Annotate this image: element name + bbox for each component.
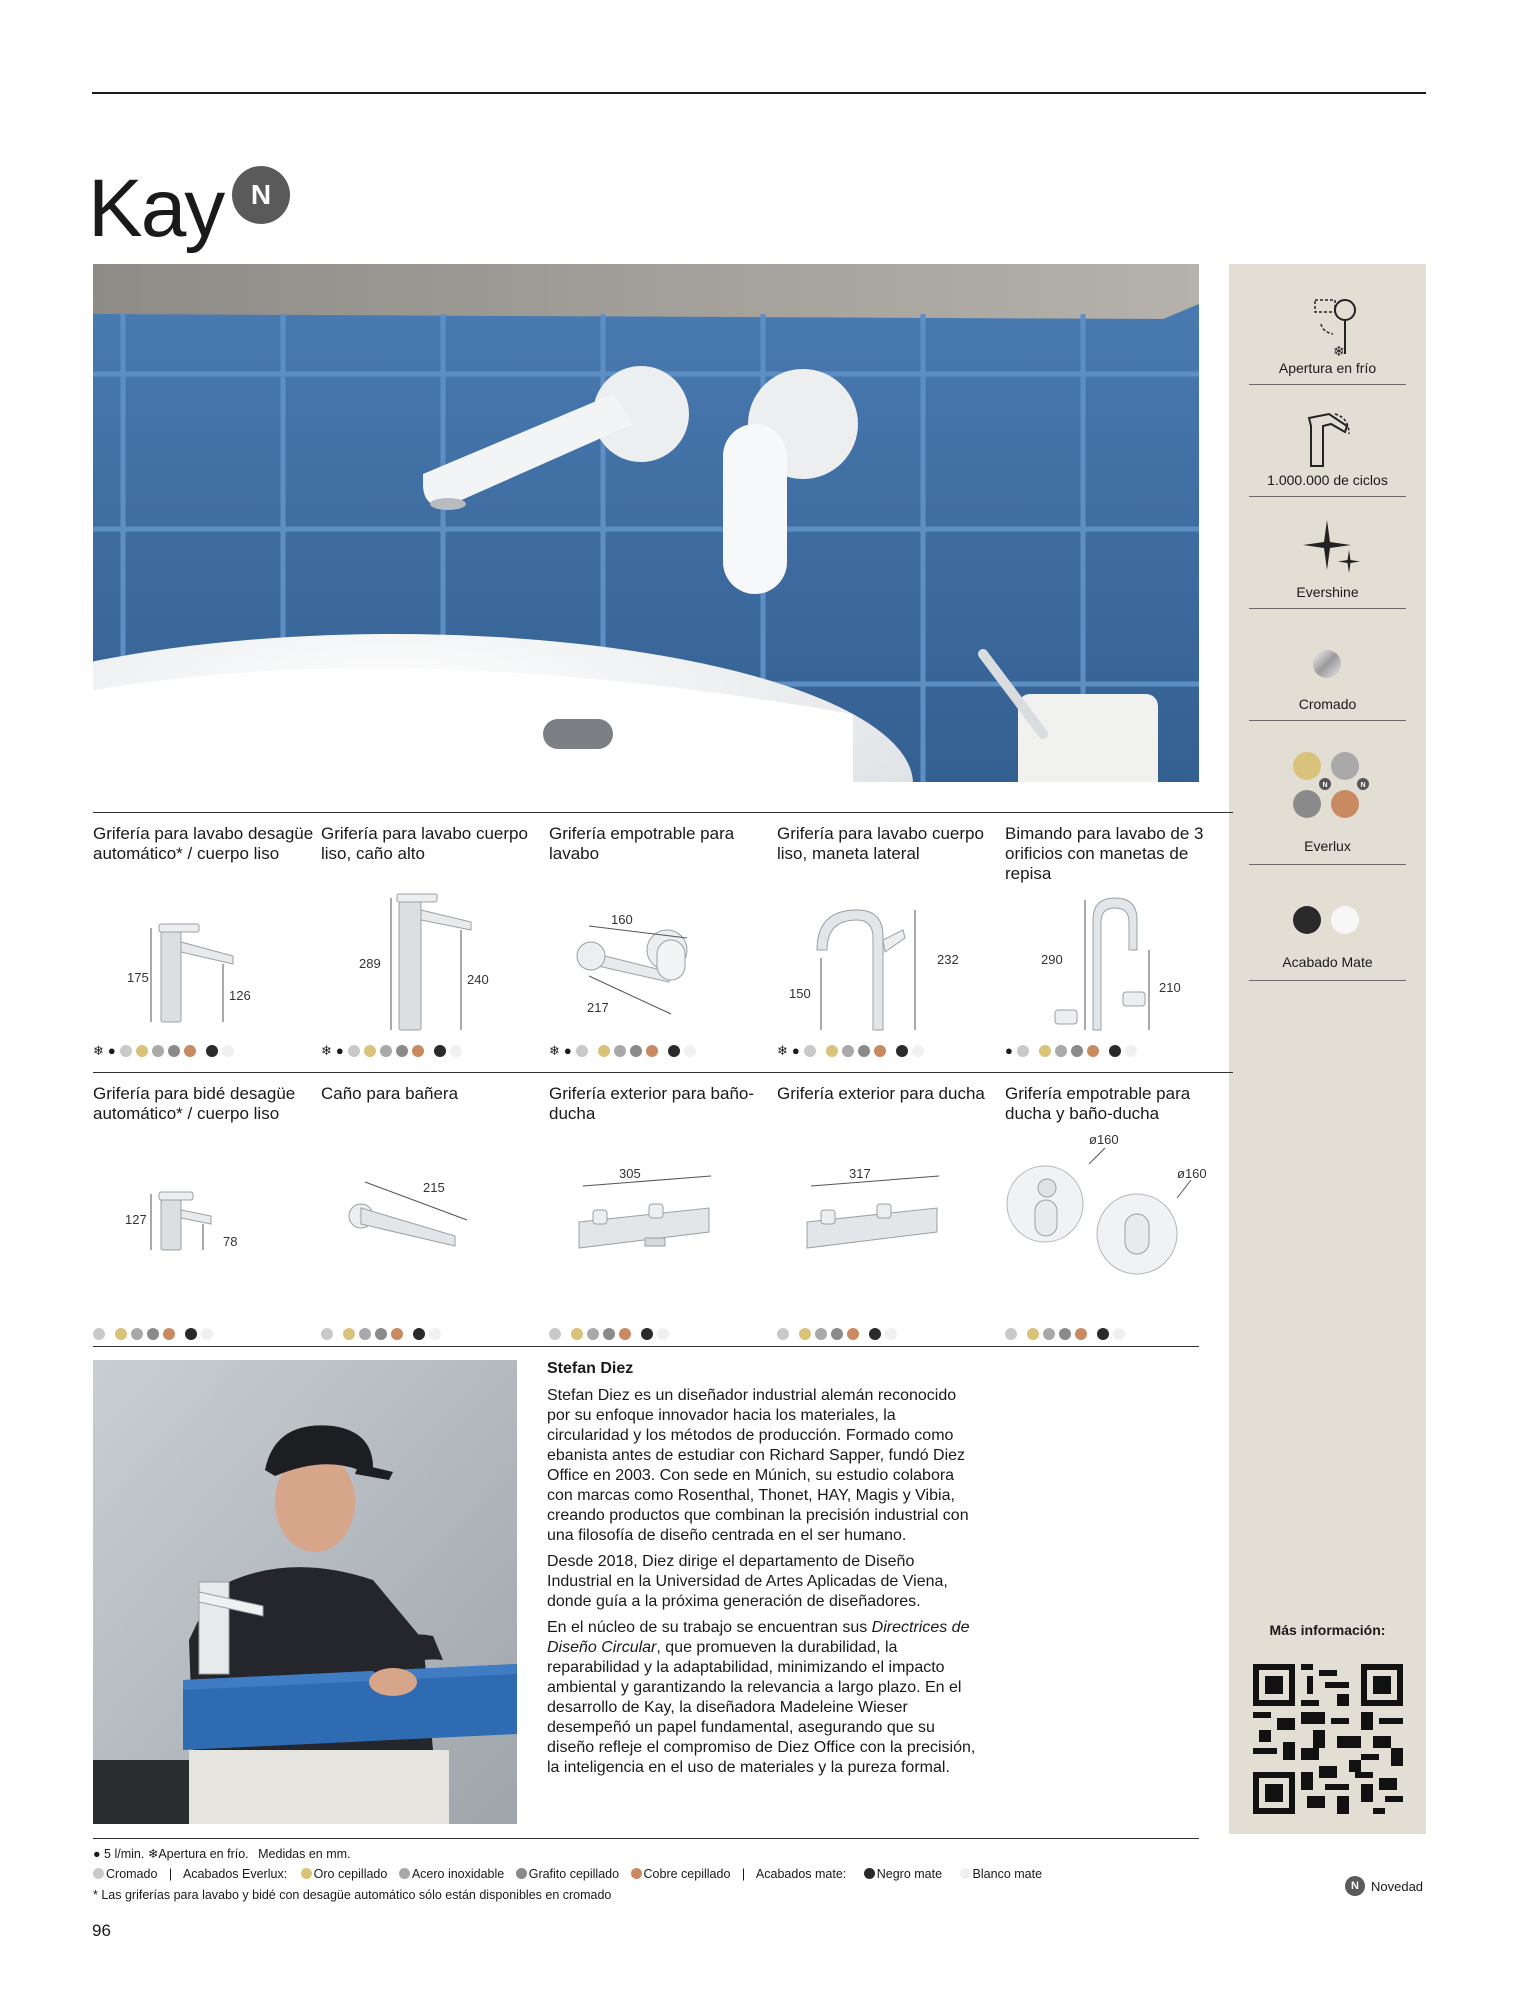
separator: | bbox=[168, 1867, 173, 1881]
black-swatch bbox=[641, 1328, 653, 1340]
copper-swatch bbox=[874, 1045, 886, 1057]
graphite-swatch bbox=[147, 1328, 159, 1340]
black-swatch bbox=[896, 1045, 908, 1057]
graphite-swatch bbox=[831, 1328, 843, 1340]
dimension-label: 290 bbox=[1041, 952, 1063, 967]
chrome-swatch bbox=[321, 1328, 333, 1340]
cold-start-icon: ❄ bbox=[147, 1847, 159, 1861]
dimension-label: 215 bbox=[423, 1180, 445, 1195]
steel-swatch bbox=[587, 1328, 599, 1340]
cycles-icon bbox=[1249, 408, 1406, 470]
chrome-swatch bbox=[1005, 1328, 1017, 1340]
product-name: Grifería empotrable para lavabo bbox=[549, 824, 735, 863]
features-sidebar bbox=[1229, 264, 1426, 1834]
dimension-label: 210 bbox=[1159, 980, 1181, 995]
water-drop-icon: ● bbox=[791, 1043, 800, 1058]
copper-swatch bbox=[184, 1045, 196, 1057]
finish-label: Cromado bbox=[106, 1867, 158, 1881]
finish-label: Cobre cepillado bbox=[643, 1867, 731, 1881]
finish-label: Negro mate bbox=[876, 1867, 943, 1881]
dimension-label: 217 bbox=[587, 1000, 609, 1015]
gold-swatch bbox=[799, 1328, 811, 1340]
chrome-swatch bbox=[348, 1045, 360, 1057]
product-name: Bimando para lavabo de 3 orificios con manetas de repisa bbox=[1005, 824, 1204, 883]
feature-cold-start bbox=[1249, 296, 1406, 382]
copper-swatch bbox=[391, 1328, 403, 1340]
finish-label: Oro cepillado bbox=[313, 1867, 388, 1881]
qr-code[interactable] bbox=[1253, 1664, 1403, 1814]
finish-swatches bbox=[1005, 1044, 1137, 1058]
finish-swatches bbox=[321, 1044, 462, 1058]
feature-matte bbox=[1249, 890, 1406, 984]
graphite-swatch bbox=[1059, 1328, 1071, 1340]
footer-legend-line-2 bbox=[93, 1867, 1042, 1881]
graphite-swatch bbox=[603, 1328, 615, 1340]
product-name: Grifería exterior para ducha bbox=[777, 1084, 985, 1103]
dimension-label: 305 bbox=[619, 1166, 641, 1181]
black-swatch bbox=[413, 1328, 425, 1340]
gold-swatch bbox=[301, 1868, 312, 1879]
new-badge-icon: N bbox=[1345, 1876, 1365, 1896]
new-badge: N bbox=[232, 166, 290, 224]
copper-swatch bbox=[1075, 1328, 1087, 1340]
dimension-label: 126 bbox=[229, 988, 251, 1003]
dimension-label: 78 bbox=[223, 1234, 238, 1249]
gold-swatch bbox=[571, 1328, 583, 1340]
dimension-label: 127 bbox=[125, 1212, 147, 1227]
cold-start-icon: ❄ bbox=[777, 1043, 788, 1058]
steel-swatch bbox=[614, 1045, 626, 1057]
white-swatch bbox=[1125, 1045, 1137, 1057]
designer-portrait-illustration bbox=[93, 1360, 517, 1824]
flow-rate: 5 l/min. bbox=[104, 1847, 145, 1861]
finish-swatches bbox=[321, 1327, 441, 1341]
designer-portrait bbox=[93, 1360, 517, 1824]
steel-swatch bbox=[359, 1328, 371, 1340]
white-swatch bbox=[960, 1868, 971, 1879]
black-swatch bbox=[1097, 1328, 1109, 1340]
hero-image bbox=[93, 264, 1199, 782]
cold-start-icon: ❄ bbox=[549, 1043, 560, 1058]
feature-label: Apertura en frío bbox=[1278, 360, 1377, 376]
white-swatch bbox=[684, 1045, 696, 1057]
black-swatch bbox=[206, 1045, 218, 1057]
steel-swatch bbox=[380, 1045, 392, 1057]
product-name: Grifería para lavabo cuerpo liso, caño alto bbox=[321, 824, 528, 863]
more-info-label: Más información: bbox=[1269, 1622, 1386, 1638]
chrome-swatch bbox=[549, 1328, 561, 1340]
copper-swatch bbox=[631, 1868, 642, 1879]
white-swatch bbox=[450, 1045, 462, 1057]
steel-swatch bbox=[399, 1868, 410, 1879]
steel-swatch bbox=[842, 1045, 854, 1057]
novedad-legend bbox=[1345, 1876, 1423, 1896]
graphite-swatch bbox=[1071, 1045, 1083, 1057]
basin-mixer-illustration bbox=[93, 880, 321, 1040]
water-drop-icon: ● bbox=[107, 1043, 116, 1058]
gold-swatch bbox=[364, 1045, 376, 1057]
svg-text:❄: ❄ bbox=[1333, 344, 1345, 358]
graphite-swatch bbox=[858, 1045, 870, 1057]
dimension-label: 175 bbox=[127, 970, 149, 985]
graphite-swatch bbox=[630, 1045, 642, 1057]
svg-text:N: N bbox=[1322, 782, 1328, 789]
dimension-label: 317 bbox=[849, 1166, 871, 1181]
gold-swatch bbox=[343, 1328, 355, 1340]
water-drop-icon: ● bbox=[1005, 1043, 1013, 1058]
white-swatch bbox=[1113, 1328, 1125, 1340]
bio-paragraph: Stefan Diez es un diseñador industrial alemán reconocido por su enfoque innovador hacia los materiales, la circularidad y los métodos de producción. Formado como ebanista antes de estudiar con Richard Sapper, fundó Diez Office en 2003. Con sede en Múnich, su estudio colabora con marcas como Rosenthal, Thonet, HAY, Magis y Vibia, creando productos que combinan la precisión industrial con una filosofía de diseño centrada en el ser humano. bbox=[547, 1387, 969, 1544]
black-swatch bbox=[1109, 1045, 1121, 1057]
graphite-swatch bbox=[516, 1868, 527, 1879]
dimension-label: 160 bbox=[611, 912, 633, 927]
cold-start-icon bbox=[1249, 296, 1406, 358]
steel-swatch bbox=[815, 1328, 827, 1340]
chrome-swatch bbox=[777, 1328, 789, 1340]
cold-start-icon: ❄ bbox=[321, 1043, 332, 1058]
feature-label: Evershine bbox=[1296, 584, 1359, 600]
white-swatch bbox=[885, 1328, 897, 1340]
feature-label: Acabado Mate bbox=[1282, 954, 1373, 970]
gold-swatch bbox=[598, 1045, 610, 1057]
steel-swatch bbox=[152, 1045, 164, 1057]
finish-swatches bbox=[777, 1044, 924, 1058]
graphite-swatch bbox=[375, 1328, 387, 1340]
white-swatch bbox=[657, 1328, 669, 1340]
bio-paragraph: Desde 2018, Diez dirige el departamento de Diseño Industrial en la Universidad de Artes Aplicadas de Viena, donde guía a la próxima generación de diseñadores. bbox=[547, 1553, 948, 1610]
page-number: 96 bbox=[92, 1921, 111, 1940]
dimension-label: ø160 bbox=[1089, 1132, 1119, 1147]
dimension-label: 289 bbox=[359, 956, 381, 971]
tall-basin-mixer-illustration bbox=[321, 880, 549, 1040]
three-hole-mixer-illustration bbox=[1005, 880, 1233, 1040]
chrome-swatch bbox=[93, 1328, 105, 1340]
finish-swatches bbox=[93, 1327, 213, 1341]
finish-swatches bbox=[1005, 1327, 1125, 1341]
page-title: Kay bbox=[88, 163, 224, 254]
graphite-swatch bbox=[396, 1045, 408, 1057]
bio-emphasis: Directrices de Diseño Circular bbox=[547, 1619, 970, 1656]
feature-label: Everlux bbox=[1304, 838, 1351, 854]
gold-swatch bbox=[136, 1045, 148, 1057]
water-drop-icon: ● bbox=[93, 1847, 101, 1861]
cold-start-icon: ❄ bbox=[93, 1043, 104, 1058]
footer-legend-line-1 bbox=[93, 1846, 351, 1861]
steel-swatch bbox=[1055, 1045, 1067, 1057]
chrome-swatch bbox=[120, 1045, 132, 1057]
black-swatch bbox=[668, 1045, 680, 1057]
chrome-swatch bbox=[804, 1045, 816, 1057]
feature-label: 1.000.000 de ciclos bbox=[1267, 472, 1388, 488]
finish-swatches bbox=[549, 1327, 669, 1341]
dimension-label: 240 bbox=[467, 972, 489, 987]
product-name: Grifería exterior para baño-ducha bbox=[549, 1084, 755, 1123]
steel-swatch bbox=[131, 1328, 143, 1340]
chrome-swatch bbox=[93, 1868, 104, 1879]
chrome-swatch bbox=[576, 1045, 588, 1057]
black-swatch bbox=[434, 1045, 446, 1057]
black-swatch bbox=[185, 1328, 197, 1340]
white-swatch bbox=[201, 1328, 213, 1340]
chrome-swatch bbox=[1017, 1045, 1029, 1057]
designer-name: Stefan Diez bbox=[547, 1360, 634, 1377]
water-drop-icon: ● bbox=[563, 1043, 572, 1058]
qr-code-icon bbox=[1253, 1664, 1403, 1814]
product-name: Grifería para lavabo desagüe automático* / cuerpo liso bbox=[93, 824, 314, 863]
bio-paragraph: En el núcleo de su trabajo se encuentran sus Directrices de Diseño Circular, que promueven la durabilidad, la reparabilidad y la adaptabilidad, minimizando el impacto ambiental y garantizando la relevancia a largo plazo. En el desarrollo de Kay, la diseñadora Madeleine Wieser desempeñó un papel fundamental, asegurando que su diseño refleje el compromiso de Diez Office con la precisión, la inteligencia en el uso de materiales y la pureza formal. bbox=[547, 1619, 976, 1776]
top-rule bbox=[92, 92, 1426, 94]
gold-swatch bbox=[115, 1328, 127, 1340]
copper-swatch bbox=[847, 1328, 859, 1340]
footer-rule bbox=[93, 1838, 1199, 1839]
designer-bio bbox=[547, 1386, 977, 1784]
dimension-label: 232 bbox=[937, 952, 959, 967]
measures-label: Medidas en mm. bbox=[258, 1847, 351, 1861]
bio-top-rule bbox=[93, 1346, 1199, 1347]
bathroom-faucet-illustration bbox=[93, 264, 1199, 782]
wall-basin-mixer-illustration bbox=[549, 880, 777, 1040]
novedad-label: Novedad bbox=[1371, 1878, 1424, 1894]
feature-evershine bbox=[1249, 520, 1406, 606]
feature-everlux bbox=[1249, 748, 1406, 868]
bath-spout-illustration bbox=[321, 1140, 549, 1300]
white-swatch bbox=[912, 1045, 924, 1057]
concealed-shower-mixer-illustration bbox=[1005, 1128, 1233, 1288]
side-lever-mixer-illustration bbox=[777, 880, 1005, 1040]
bath-shower-mixer-illustration bbox=[549, 1140, 777, 1300]
product-name: Caño para bañera bbox=[321, 1084, 459, 1103]
dimension-label: 150 bbox=[789, 986, 811, 1001]
finish-swatches bbox=[777, 1327, 897, 1341]
everlux-swatches-icon bbox=[1249, 748, 1406, 828]
footer-note: * Las griferías para lavabo y bidé con desagüe automático sólo están disponibles en cromado bbox=[93, 1888, 612, 1902]
copper-swatch bbox=[646, 1045, 658, 1057]
steel-swatch bbox=[1043, 1328, 1055, 1340]
separator: | bbox=[741, 1867, 746, 1881]
gold-swatch bbox=[826, 1045, 838, 1057]
product-name: Grifería para bidé desagüe automático* / cuerpo liso bbox=[93, 1084, 296, 1123]
bidet-mixer-illustration bbox=[93, 1140, 321, 1300]
evershine-icon bbox=[1249, 520, 1406, 582]
finish-label: Blanco mate bbox=[972, 1867, 1043, 1881]
product-name: Grifería empotrable para ducha y baño-ducha bbox=[1005, 1084, 1191, 1123]
finish-label: Grafito cepillado bbox=[528, 1867, 620, 1881]
water-drop-icon: ● bbox=[335, 1043, 344, 1058]
finish-label: Acabados Everlux: bbox=[182, 1867, 288, 1881]
svg-text:N: N bbox=[1360, 782, 1366, 789]
dimension-label: ø160 bbox=[1177, 1166, 1207, 1181]
black-swatch bbox=[864, 1868, 875, 1879]
finish-swatches bbox=[93, 1044, 234, 1058]
copper-swatch bbox=[1087, 1045, 1099, 1057]
copper-swatch bbox=[163, 1328, 175, 1340]
finish-swatches bbox=[549, 1044, 696, 1058]
cold-start-label: Apertura en frío. bbox=[158, 1847, 249, 1861]
black-swatch bbox=[869, 1328, 881, 1340]
shower-mixer-illustration bbox=[777, 1140, 1005, 1300]
copper-swatch bbox=[412, 1045, 424, 1057]
finish-label: Acero inoxidable bbox=[411, 1867, 505, 1881]
feature-chrome bbox=[1249, 632, 1406, 718]
gold-swatch bbox=[1039, 1045, 1051, 1057]
feature-cycles bbox=[1249, 408, 1406, 494]
white-swatch bbox=[429, 1328, 441, 1340]
feature-label: Cromado bbox=[1298, 696, 1357, 712]
white-swatch bbox=[222, 1045, 234, 1057]
finish-label: Acabados mate: bbox=[755, 1867, 847, 1881]
graphite-swatch bbox=[168, 1045, 180, 1057]
product-name: Grifería para lavabo cuerpo liso, maneta lateral bbox=[777, 824, 984, 863]
chrome-swatch-icon bbox=[1249, 632, 1406, 694]
copper-swatch bbox=[619, 1328, 631, 1340]
gold-swatch bbox=[1027, 1328, 1039, 1340]
matte-swatches-icon bbox=[1249, 890, 1406, 952]
